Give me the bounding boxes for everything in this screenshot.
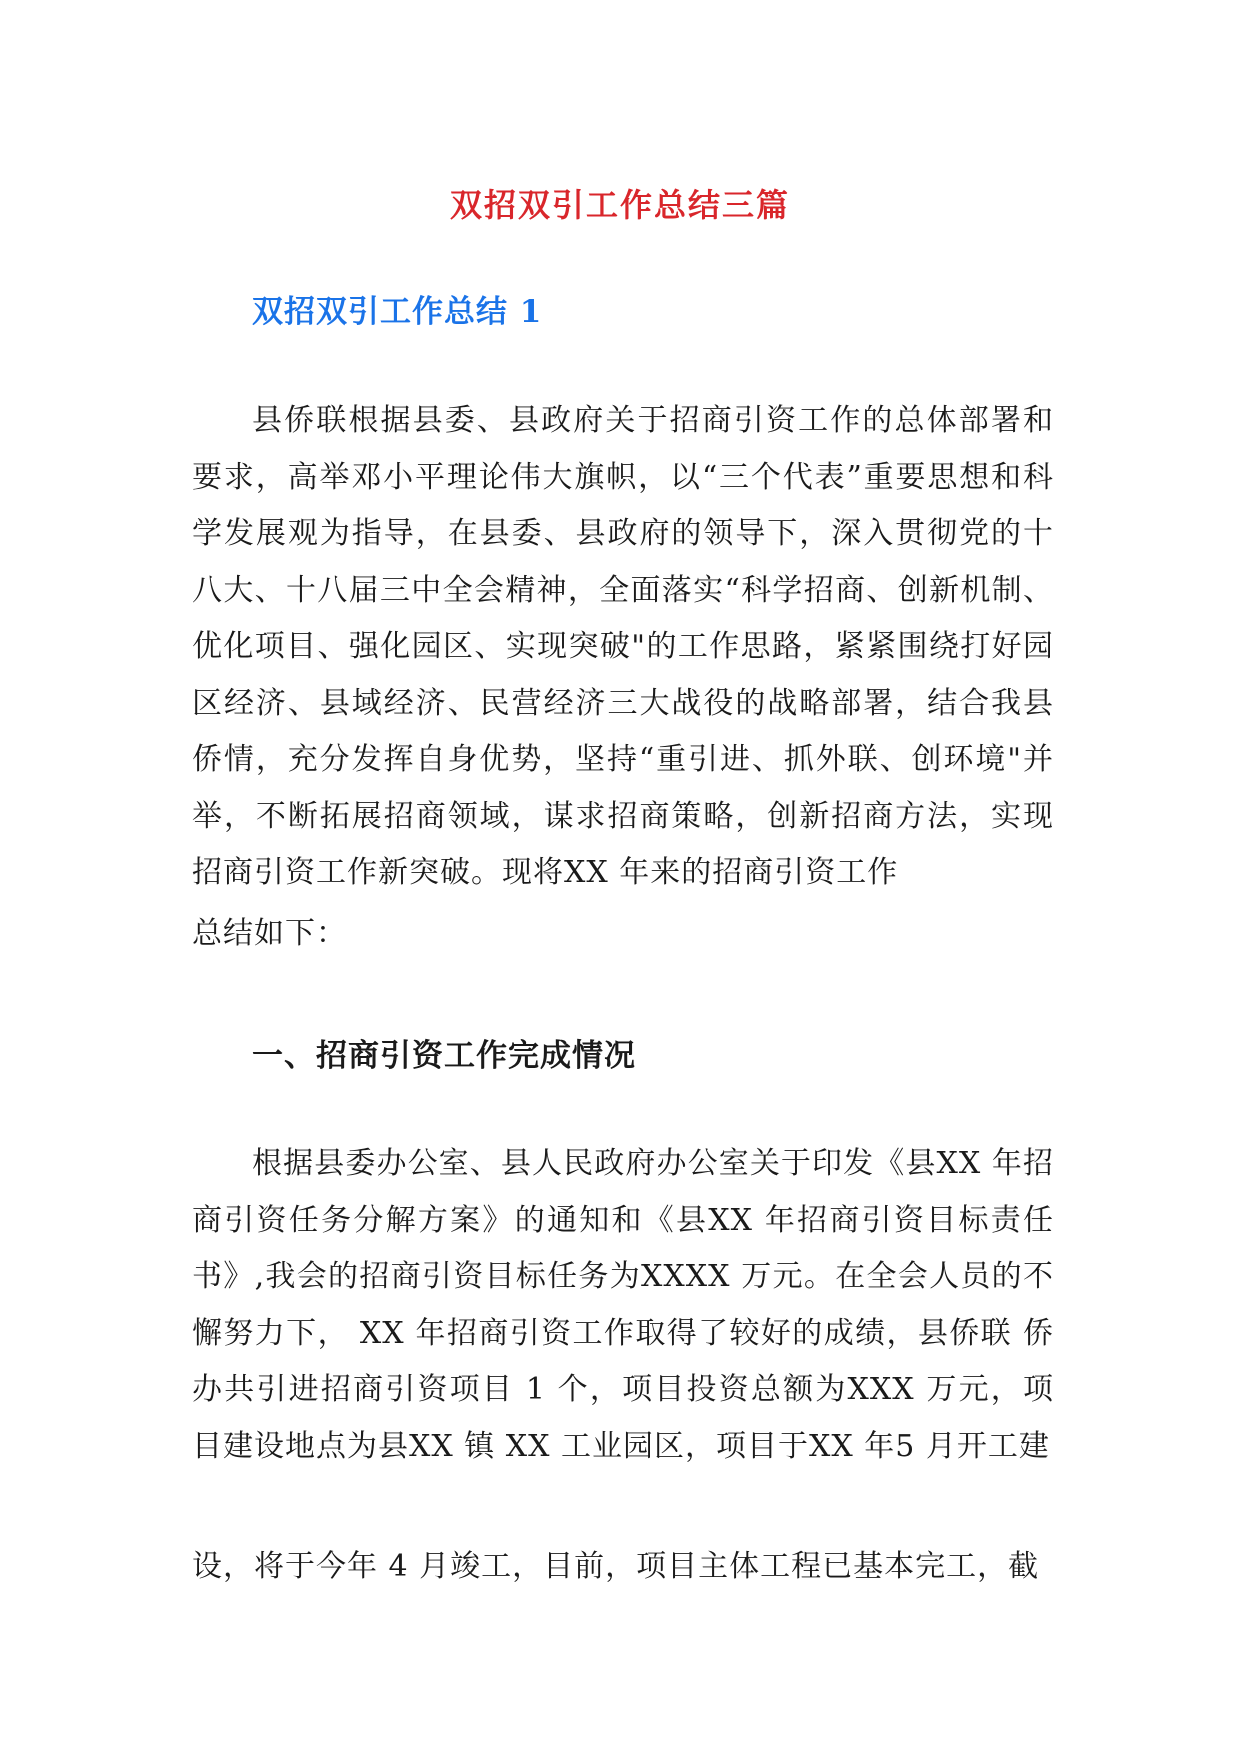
- document-subtitle: 双招双引工作总结 1: [252, 294, 543, 330]
- paragraph-intro-tail: 总结如下：: [192, 916, 347, 951]
- section-heading: 一、招商引资工作完成情况: [252, 1038, 636, 1074]
- paragraph-continuation: 设，将于今年 4 月竣工，目前，项目主体工程已基本完工，截: [192, 1549, 1040, 1584]
- paragraph-section-1: 根据县委办公室、县人民政府办公室关于印发《县XX 年招商引资任务分解方案》的通知和《县XX 年招商引资目标责任书》,我会的招商引资目标任务为XXXX 万元。在全会人员的不懈努力下， XX 年招商引资工作取得了较好的成绩，县侨联 侨办共引进招商引资项目 1 个，项目投资总额为XXX 万元，项 目建设地点为县XX 镇 XX 工业园区，项目于XX 年5 月开工建: [192, 1146, 1054, 1464]
- document-title: 双招双引工作总结三篇: [449, 186, 790, 224]
- paragraph-intro: 县侨联根据县委、县政府关于招商引资工作的总体部署和要求，高举邓小平理论伟大旗帜，以“三个代表”重要思想和科学发展观为指导，在县委、县政府的领导下，深入贯彻党的十八大、十八届三中全会精神，全面落实“科学招商、创新机制、优化项目、强化园区、实现突破"的工作思路，紧紧围绕打好园区经济、县域经济、民营经济三大战役的战略部署，结合我县侨情，充分发挥自身优势，坚持“重引进、抓外联、创环境"并举，不断拓展招商领域，谋求招商策略，创新招商方法，实现招商引资工作新突破。现将XX 年来的招商引资工作: [192, 403, 1054, 890]
